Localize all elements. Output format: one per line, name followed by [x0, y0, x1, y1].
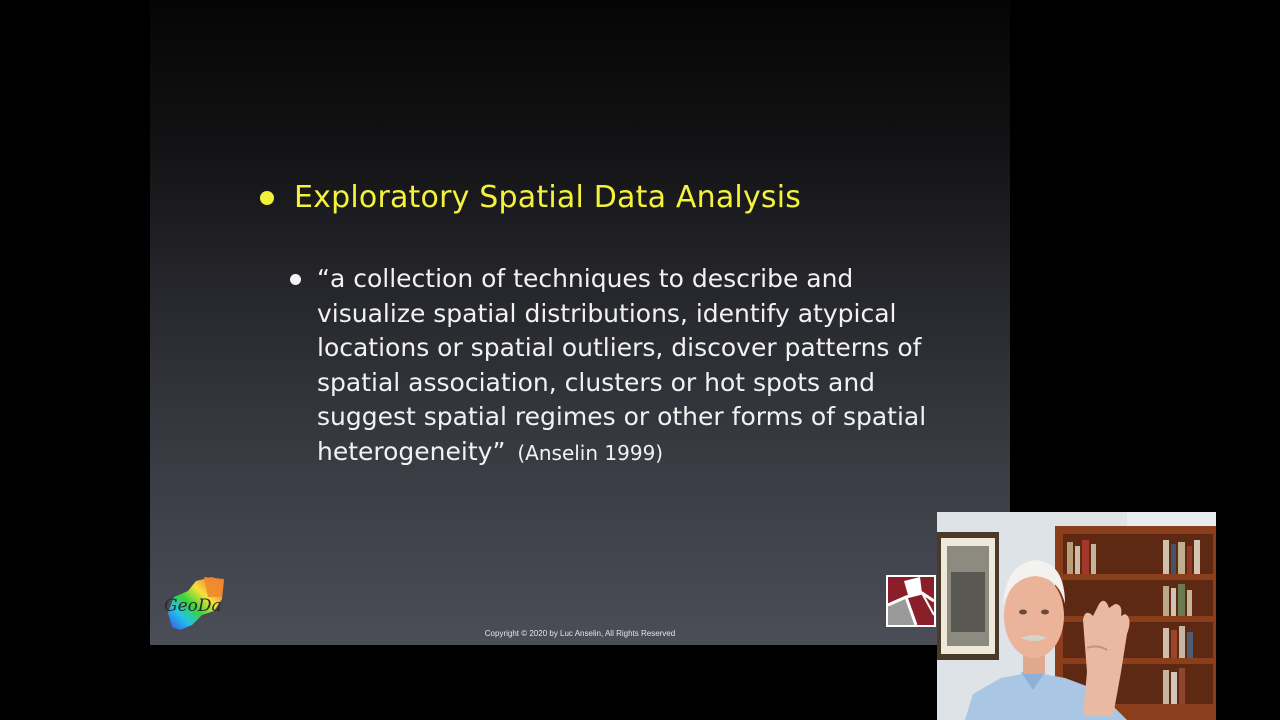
citation: (Anselin 1999) [517, 440, 664, 465]
main-bullet [260, 180, 801, 215]
quote-body: “a collection of techniques to describe and visualize spatial distributions, identify atypical locations or spatial outliers, discover patterns of spatial association, clusters or hot spots and suggest spatial regimes or other forms of spatial heterogeneity” [317, 264, 927, 466]
geoda-logo-icon [162, 575, 230, 631]
sub-bullet-dot-icon [290, 274, 301, 285]
slide [150, 0, 1010, 645]
presenter-webcam [937, 512, 1216, 720]
bullet-dot-icon [260, 191, 274, 205]
slide-heading: Exploratory Spatial Data Analysis [294, 180, 802, 215]
geoda-logo-text: GeoDa [164, 596, 222, 616]
copyright-notice: Copyright © 2020 by Luc Anselin, All Rights Reserved [484, 629, 676, 638]
center-logo-icon [886, 575, 936, 627]
quote-text [317, 262, 937, 470]
